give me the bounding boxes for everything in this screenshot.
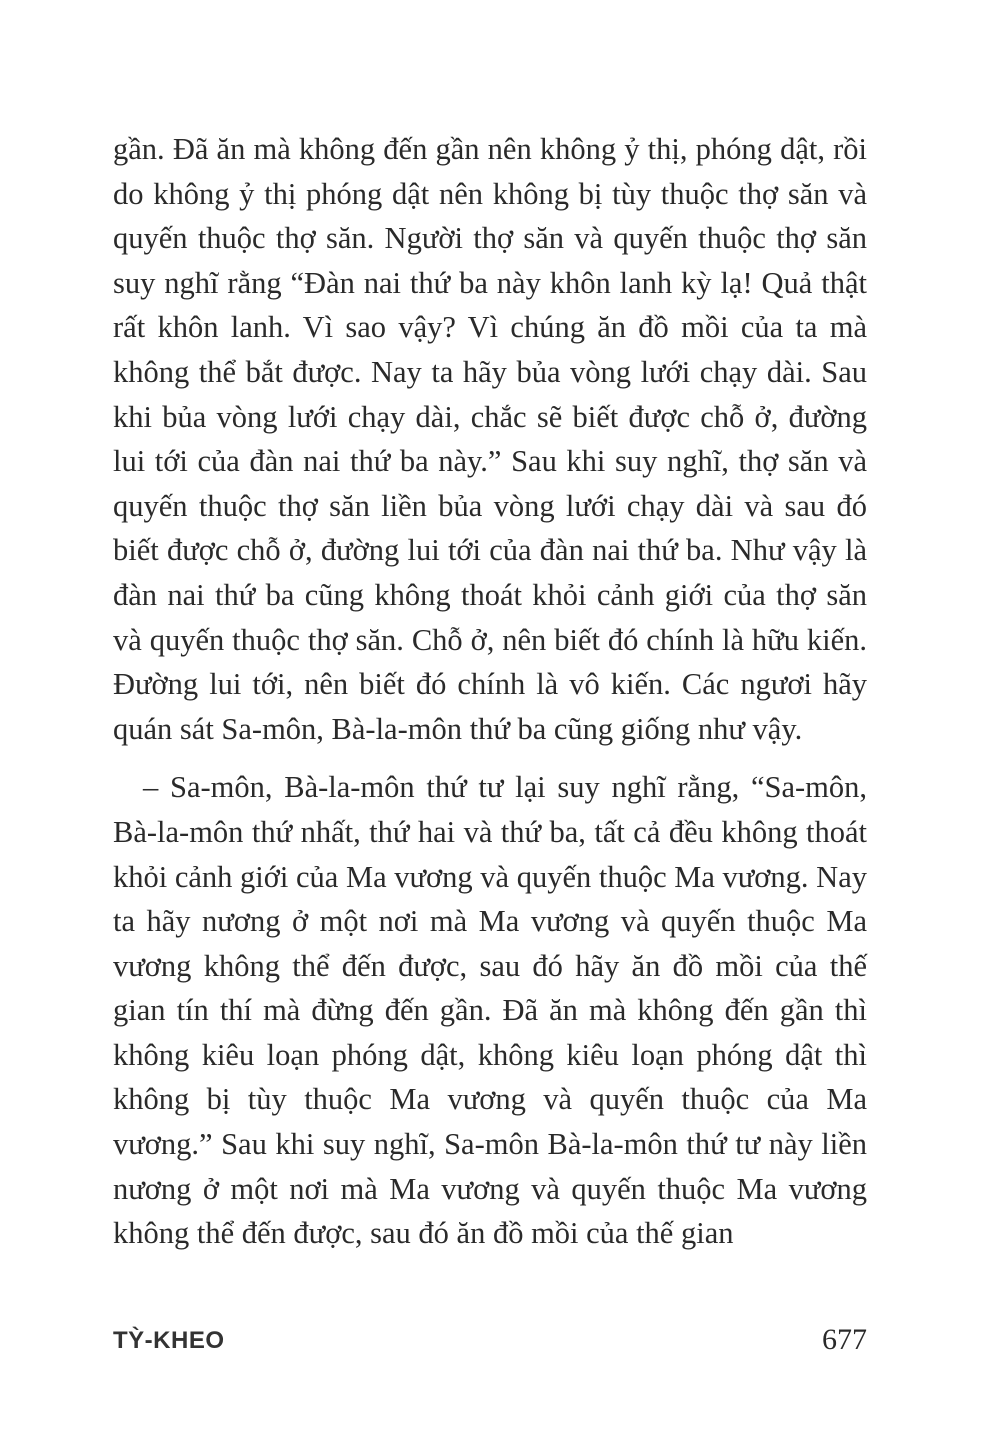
body-text [113, 127, 867, 1256]
page-number: 677 [822, 1323, 867, 1356]
paragraph-1: gần. Đã ăn mà không đến gần nên không ỷ thị, phóng dật, rồi do không ỷ thị phóng dật nên không bị tùy thuộc thợ săn và quyến thuộc thợ săn. Người thợ săn và quyến thuộc thợ săn suy nghĩ rằng “Đàn nai thứ ba này khôn lanh kỳ lạ! Quả thật rất khôn lanh. Vì sao vậy? Vì chúng ăn đồ mồi của ta mà không thể bắt được. Nay ta hãy bủa vòng lưới chạy dài. Sau khi bủa vòng lưới chạy dài, chắc sẽ biết được chỗ ở, đường lui tới của đàn nai thứ ba này.” Sau khi suy nghĩ, thợ săn và quyến thuộc thợ săn liền bủa vòng lưới chạy dài và sau đó biết được chỗ ở, đường lui tới của đàn nai thứ ba. Như vậy là đàn nai thứ ba cũng không thoát khỏi cảnh giới của thợ săn và quyến thuộc thợ săn. Chỗ ở, nên biết đó chính là hữu kiến. Đường lui tới, nên biết đó chính là vô kiến. Các ngươi hãy quán sát Sa-môn, Bà-la-môn thứ ba cũng giống như vậy. [113, 132, 867, 746]
paragraph-2: – Sa-môn, Bà-la-môn thứ tư lại suy nghĩ rằng, “Sa-môn, Bà-la-môn thứ nhất, thứ hai và thứ ba, tất cả đều không thoát khỏi cảnh giới của Ma vương và quyến thuộc Ma vương. Nay ta hãy nương ở một nơi mà Ma vương và quyến thuộc Ma vương không thể đến được, sau đó hãy ăn đồ mồi của thế gian tín thí mà đừng đến gần. Đã ăn mà không đến gần thì không kiêu loạn phóng dật, không kiêu loạn phóng dật thì không bị tùy thuộc Ma vương và quyến thuộc của Ma vương.” Sau khi suy nghĩ, Sa-môn Bà-la-môn thứ tư này liền nương ở một nơi mà Ma vương và quyến thuộc Ma vương không thể đến được, sau đó ăn đồ mồi của thế gian [113, 770, 867, 1251]
running-title: TỲ-KHEO [113, 1327, 225, 1354]
